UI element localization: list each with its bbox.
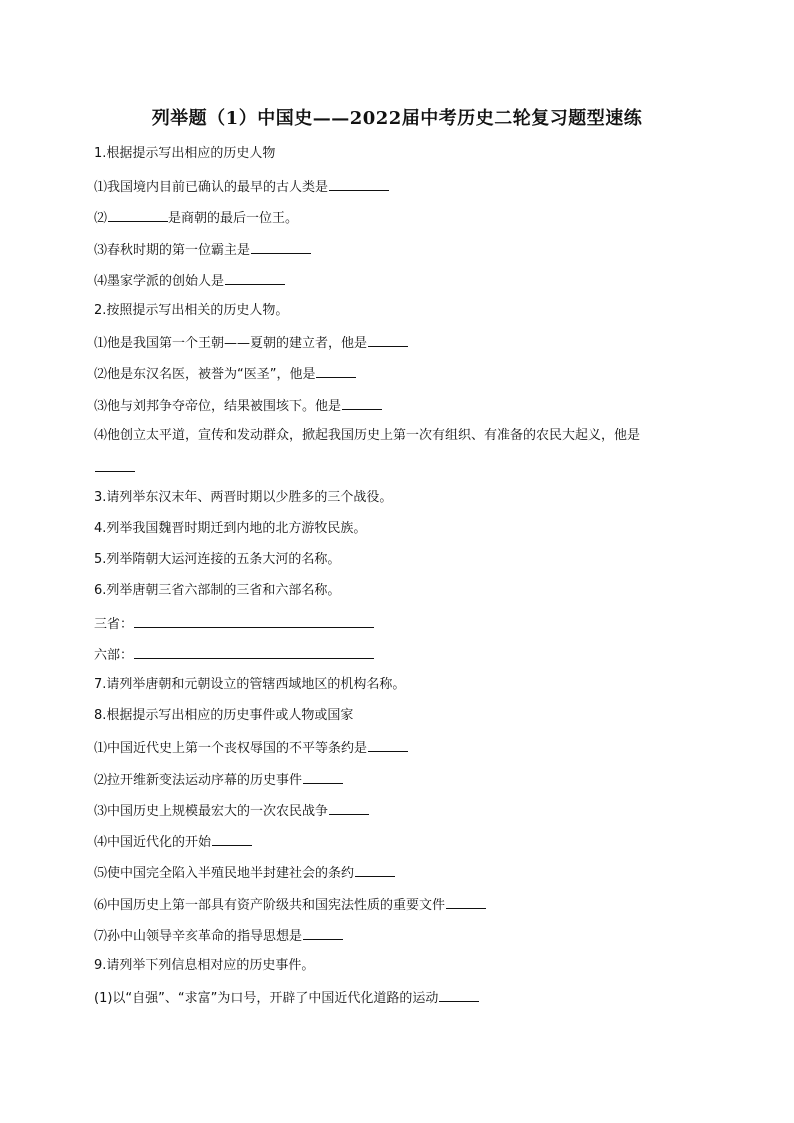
q3: 3.请列举东汉末年、两晋时期以少胜多的三个战役。 bbox=[94, 490, 393, 505]
q1-a-text: ⑴我国境内目前已确认的最早的古人类是 bbox=[94, 180, 329, 195]
q1-c bbox=[94, 240, 311, 260]
q1-d-text: ⑷墨家学派的创始人是 bbox=[94, 274, 225, 289]
q6-stem: 6.列举唐朝三省六部制的三省和六部名称。 bbox=[94, 583, 341, 598]
answer-blank[interactable] bbox=[303, 926, 343, 940]
answer-blank[interactable] bbox=[329, 801, 369, 815]
q1-d bbox=[94, 271, 285, 291]
q9-a bbox=[94, 988, 479, 1008]
q8-c-text: ⑶中国历史上规模最宏大的一次农民战争 bbox=[94, 804, 329, 819]
q1-a bbox=[94, 177, 389, 197]
answer-blank[interactable] bbox=[251, 240, 311, 254]
answer-blank[interactable] bbox=[95, 458, 135, 472]
q8-b-text: ⑵拉开维新变法运动序幕的历史事件 bbox=[94, 773, 303, 788]
answer-blank[interactable] bbox=[368, 738, 408, 752]
q8-e bbox=[94, 863, 395, 883]
q1-b bbox=[94, 208, 298, 228]
q2-b-text: ⑵他是东汉名医，被誉为“医圣”，他是 bbox=[94, 367, 316, 382]
q1-b-prefix: ⑵ bbox=[94, 211, 108, 226]
q2-c bbox=[94, 396, 382, 416]
q2-d-blank-line bbox=[94, 458, 135, 478]
q8-f-text: ⑹中国历史上第一部具有资产阶级共和国宪法性质的重要文件 bbox=[94, 898, 446, 913]
q8-d-text: ⑷中国近代化的开始 bbox=[94, 835, 212, 850]
q8-g bbox=[94, 926, 343, 946]
answer-blank[interactable] bbox=[134, 614, 374, 628]
q9-stem: 9.请列举下列信息相对应的历史事件。 bbox=[94, 958, 315, 973]
q4: 4.列举我国魏晋时期迁到内地的北方游牧民族。 bbox=[94, 521, 367, 536]
q9-a-text: (1)以“自强”、“求富”为口号，开辟了中国近代化道路的运动 bbox=[94, 991, 439, 1006]
q2-c-text: ⑶他与刘邦争夺帝位，结果被围垓下。他是 bbox=[94, 399, 342, 414]
q2-b bbox=[94, 364, 356, 384]
q6-liubu bbox=[94, 645, 374, 665]
answer-blank[interactable] bbox=[316, 364, 356, 378]
answer-blank[interactable] bbox=[439, 988, 479, 1002]
answer-blank[interactable] bbox=[446, 895, 486, 909]
q2-a bbox=[94, 333, 408, 353]
q6-sansheng-label: 三省： bbox=[94, 617, 134, 632]
answer-blank[interactable] bbox=[303, 770, 343, 784]
q1-c-text: ⑶春秋时期的第一位霸主是 bbox=[94, 243, 251, 258]
q1-b-text: 是商朝的最后一位王。 bbox=[168, 211, 299, 226]
q8-stem: 8.根据提示写出相应的历史事件或人物或国家 bbox=[94, 708, 354, 723]
answer-blank[interactable] bbox=[355, 863, 395, 877]
q5: 5.列举隋朝大运河连接的五条大河的名称。 bbox=[94, 552, 341, 567]
q7: 7.请列举唐朝和元朝设立的管辖西域地区的机构名称。 bbox=[94, 677, 406, 692]
answer-blank[interactable] bbox=[108, 208, 168, 222]
answer-blank[interactable] bbox=[342, 396, 382, 410]
answer-blank[interactable] bbox=[225, 271, 285, 285]
answer-blank[interactable] bbox=[329, 177, 389, 191]
answer-blank[interactable] bbox=[368, 333, 408, 347]
q8-e-text: ⑸使中国完全陷入半殖民地半封建社会的条约 bbox=[94, 866, 355, 881]
q2-d: ⑷他创立太平道，宣传和发动群众，掀起我国历史上第一次有组织、有准备的农民大起义，他是 bbox=[94, 428, 641, 443]
page-title: 列举题（1）中国史——2022届中考历史二轮复习题型速练 bbox=[151, 108, 643, 129]
answer-blank[interactable] bbox=[212, 832, 252, 846]
q8-a-text: ⑴中国近代史上第一个丧权辱国的不平等条约是 bbox=[94, 741, 368, 756]
q2-stem: 2.按照提示写出相关的历史人物。 bbox=[94, 303, 289, 318]
q2-a-text: ⑴他是我国第一个王朝——夏朝的建立者，他是 bbox=[94, 336, 368, 351]
q6-liubu-label: 六部： bbox=[94, 648, 134, 663]
q8-a bbox=[94, 738, 408, 758]
q8-d bbox=[94, 832, 252, 852]
answer-blank[interactable] bbox=[134, 645, 374, 659]
q1-stem: 1.根据提示写出相应的历史人物 bbox=[94, 146, 276, 161]
q8-c bbox=[94, 801, 369, 821]
q8-g-text: ⑺孙中山领导辛亥革命的指导思想是 bbox=[94, 929, 303, 944]
q8-b bbox=[94, 770, 343, 790]
q8-f bbox=[94, 895, 486, 915]
q6-sansheng bbox=[94, 614, 374, 634]
